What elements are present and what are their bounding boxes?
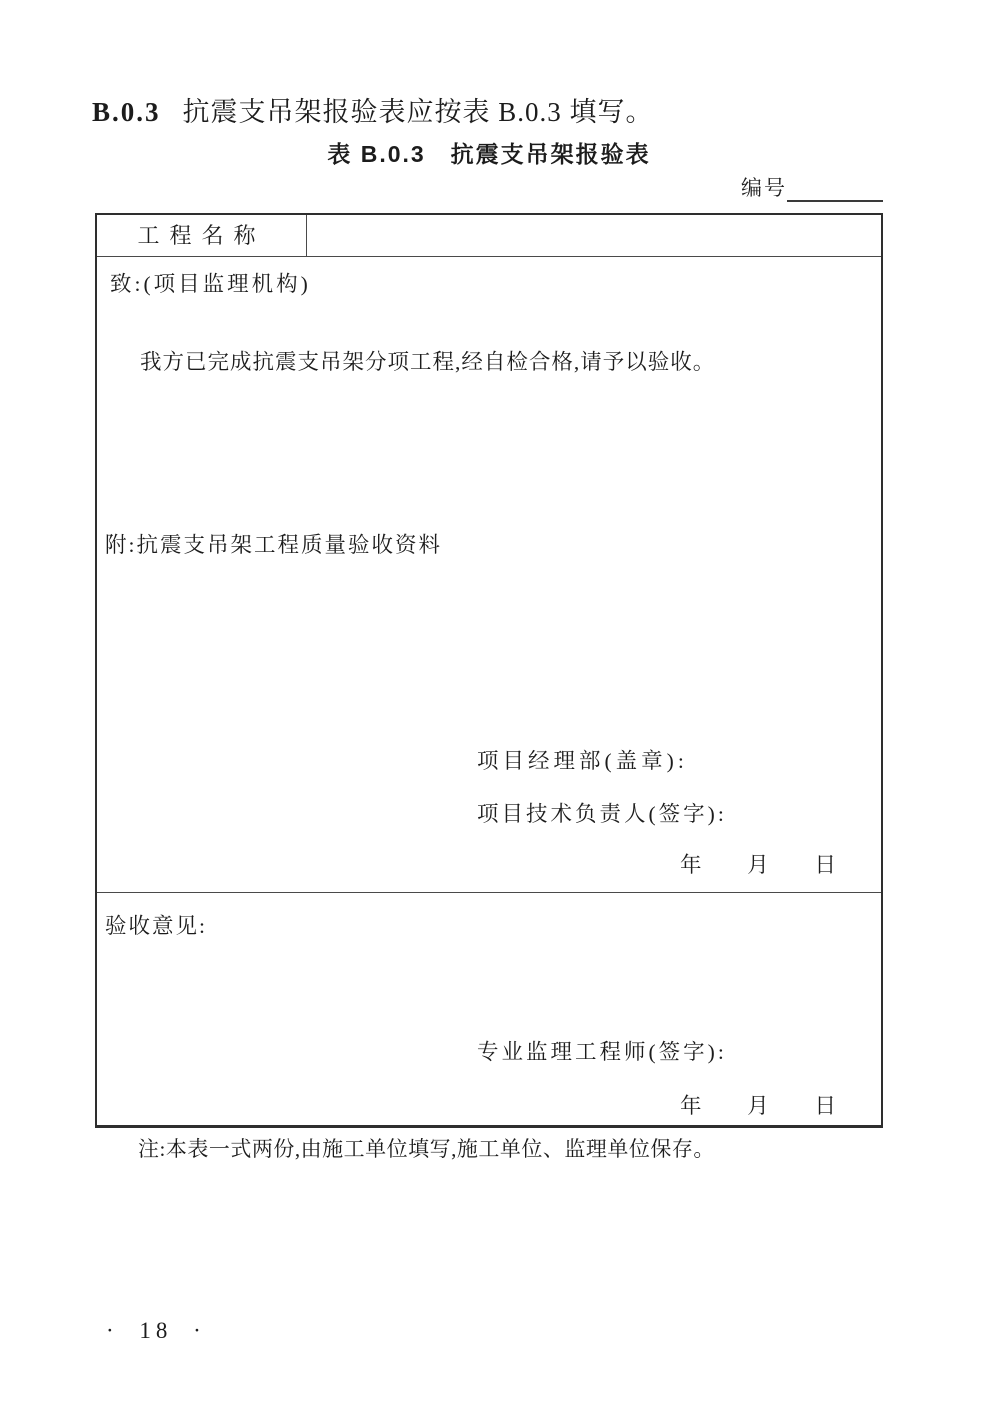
application-date-line: [680, 848, 836, 879]
date-day-label: 日: [814, 853, 836, 877]
date-month-label: 月: [747, 1094, 769, 1118]
attachment-line: 附:抗震支吊架工程质量验收资料: [105, 533, 442, 557]
date-day-label: 日: [814, 1094, 836, 1118]
clause-text: 抗震支吊架报验表应按表 B.0.3 填写。: [182, 97, 654, 127]
acceptance-date-line: [680, 1089, 836, 1120]
serial-number-label: 编号: [741, 176, 787, 200]
technical-lead-signature-label: 项目技术负责人(签字):: [477, 802, 727, 826]
inspection-form-table: [95, 213, 883, 1128]
date-year-label: 年: [680, 853, 702, 877]
application-section: [97, 257, 881, 893]
request-statement: 我方已完成抗震支吊架分项工程,经自检合格,请予以验收。: [140, 350, 716, 374]
acceptance-opinion-label: 验收意见:: [105, 914, 207, 938]
project-name-row: [97, 215, 881, 257]
supervising-engineer-signature-label: 专业监理工程师(签字):: [477, 1040, 727, 1064]
addressee-line: 致:(项目监理机构): [110, 272, 311, 296]
date-year-label: 年: [680, 1094, 702, 1118]
clause-heading: [92, 90, 654, 129]
acceptance-section: [97, 893, 881, 1124]
serial-number-blank: [787, 180, 883, 202]
project-name-label: 工程名称: [97, 215, 307, 256]
project-manager-stamp-label: 项目经理部(盖章):: [477, 749, 688, 773]
page-number: · 18 ·: [106, 1318, 206, 1343]
clause-number: B.0.3: [92, 97, 161, 127]
project-name-value: [307, 215, 881, 256]
serial-number-line: [95, 172, 883, 202]
date-month-label: 月: [747, 853, 769, 877]
table-note: 注:本表一式两份,由施工单位填写,施工单位、监理单位保存。: [138, 1137, 715, 1161]
table-title: 表 B.0.3 抗震支吊架报验表: [327, 141, 651, 167]
